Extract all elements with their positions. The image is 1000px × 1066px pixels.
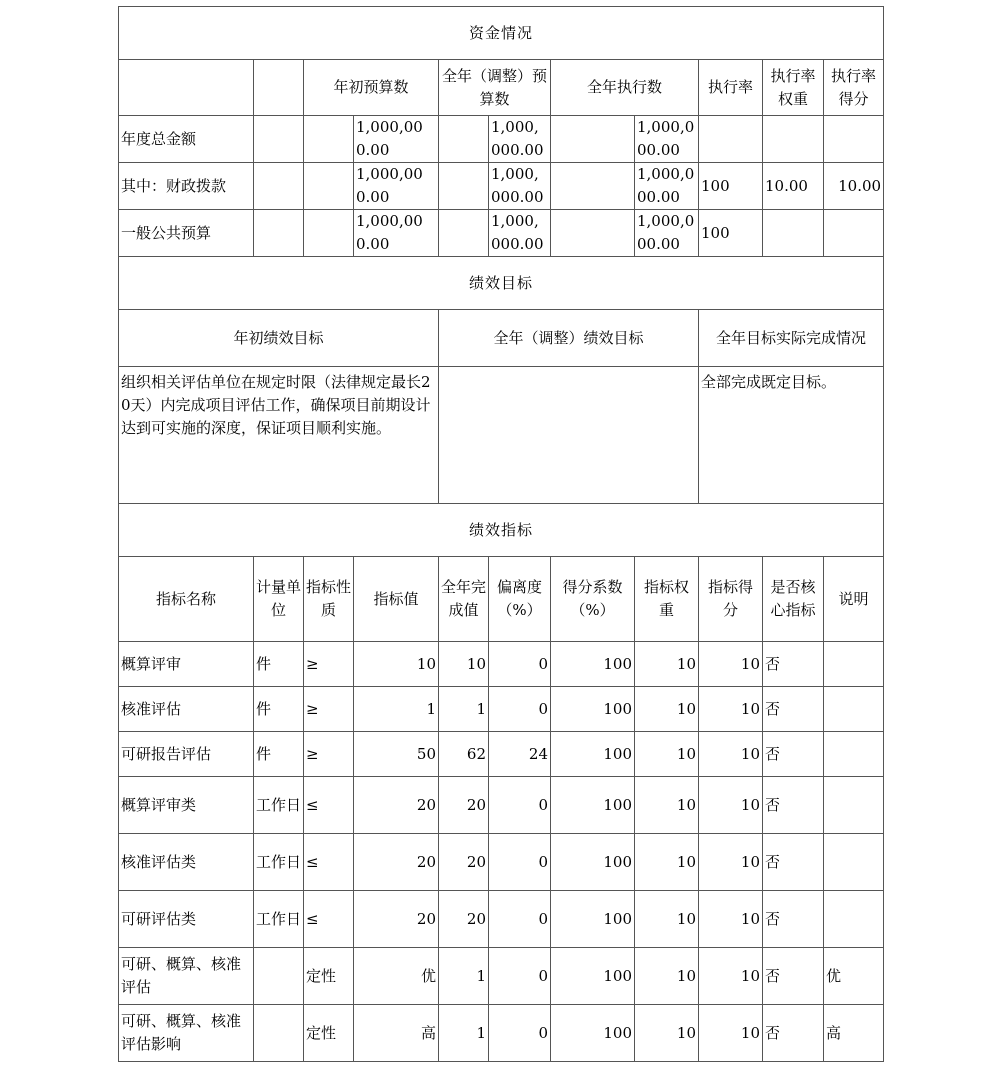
funds-header-empty (254, 60, 304, 116)
ind-header-weight: 指标权重 (635, 557, 699, 642)
indicator-core: 否 (763, 642, 824, 687)
funds-initial-value: 1,000,000.00 (354, 163, 439, 210)
funds-score-value (824, 210, 884, 257)
indicator-score: 10 (699, 777, 763, 834)
indicator-name: 可研、概算、核准评估 (119, 948, 254, 1005)
indicator-value: 1 (354, 687, 439, 732)
funds-header-executed: 全年执行数 (551, 60, 699, 116)
indicator-unit: 工作日 (254, 891, 304, 948)
indicator-coef: 100 (551, 834, 635, 891)
indicator-name: 核准评估 (119, 687, 254, 732)
indicator-coef: 100 (551, 732, 635, 777)
indicator-completed: 1 (439, 687, 489, 732)
goals-section-title: 绩效目标 (119, 257, 884, 310)
ind-header-coef: 得分系数（%） (551, 557, 635, 642)
table-row (119, 732, 884, 777)
indicator-core: 否 (763, 777, 824, 834)
indicator-unit: 件 (254, 642, 304, 687)
indicator-weight: 10 (635, 732, 699, 777)
funds-executed-value: 1,000,000.00 (635, 163, 699, 210)
goals-header-initial: 年初绩效目标 (119, 310, 439, 367)
indicator-rows (119, 642, 884, 1062)
funds-cell-empty (551, 210, 635, 257)
indicator-weight: 10 (635, 1005, 699, 1062)
indicator-completed: 20 (439, 777, 489, 834)
funds-row (119, 210, 884, 257)
indicator-nature: ≤ (304, 834, 354, 891)
funds-cell-empty (254, 210, 304, 257)
indicator-completed: 62 (439, 732, 489, 777)
funds-cell-empty (439, 116, 489, 163)
indicator-weight: 10 (635, 891, 699, 948)
ind-header-value: 指标值 (354, 557, 439, 642)
table-row (119, 948, 884, 1005)
funds-cell-empty (254, 116, 304, 163)
indicator-weight: 10 (635, 948, 699, 1005)
table-row (119, 777, 884, 834)
goals-header-actual: 全年目标实际完成情况 (699, 310, 884, 367)
funds-header-adjusted: 全年（调整）预算数 (439, 60, 551, 116)
indicator-completed: 20 (439, 891, 489, 948)
indicator-core: 否 (763, 1005, 824, 1062)
funds-rate-value: 100 (699, 163, 763, 210)
funds-weight-value (763, 116, 824, 163)
indicator-score: 10 (699, 834, 763, 891)
indicator-coef: 100 (551, 891, 635, 948)
indicator-completed: 1 (439, 948, 489, 1005)
indicator-note (824, 642, 884, 687)
funds-cell-empty (551, 116, 635, 163)
funds-executed-value: 1,000,000.00 (635, 116, 699, 163)
funds-initial-value: 1,000,000.00 (354, 210, 439, 257)
indicator-score: 10 (699, 642, 763, 687)
funds-rate-value: 100 (699, 210, 763, 257)
table-row (119, 642, 884, 687)
funds-adjusted-value: 1,000,000.00 (489, 210, 551, 257)
indicator-unit (254, 1005, 304, 1062)
indicator-weight: 10 (635, 687, 699, 732)
goals-adjusted-text (439, 367, 699, 504)
indicator-unit: 件 (254, 687, 304, 732)
indicator-note: 高 (824, 1005, 884, 1062)
ind-header-note: 说明 (824, 557, 884, 642)
indicator-nature: 定性 (304, 1005, 354, 1062)
funds-row-label: 一般公共预算 (119, 210, 254, 257)
indicator-core: 否 (763, 834, 824, 891)
funds-weight-value (763, 210, 824, 257)
indicator-deviation: 0 (489, 948, 551, 1005)
indicator-completed: 20 (439, 834, 489, 891)
indicator-nature: 定性 (304, 948, 354, 1005)
funds-cell-empty (551, 163, 635, 210)
funds-cell-empty (439, 210, 489, 257)
indicator-score: 10 (699, 687, 763, 732)
indicator-coef: 100 (551, 642, 635, 687)
funds-rows (119, 116, 884, 257)
funds-cell-empty (304, 163, 354, 210)
goals-actual-text: 全部完成既定目标。 (699, 367, 884, 504)
performance-report-sheet (118, 6, 883, 1061)
indicator-name: 概算评审 (119, 642, 254, 687)
funds-adjusted-value: 1,000,000.00 (489, 163, 551, 210)
funds-cell-empty (254, 163, 304, 210)
indicator-core: 否 (763, 891, 824, 948)
indicator-nature: ≤ (304, 891, 354, 948)
table-row (119, 891, 884, 948)
indicator-deviation: 24 (489, 732, 551, 777)
indicator-score: 10 (699, 732, 763, 777)
indicator-deviation: 0 (489, 687, 551, 732)
indicator-weight: 10 (635, 834, 699, 891)
funds-executed-value: 1,000,000.00 (635, 210, 699, 257)
indicator-value: 20 (354, 777, 439, 834)
indicator-nature: ≥ (304, 642, 354, 687)
indicator-coef: 100 (551, 1005, 635, 1062)
funds-header-score: 执行率得分 (824, 60, 884, 116)
ind-header-unit: 计量单位 (254, 557, 304, 642)
indicator-nature: ≥ (304, 732, 354, 777)
funds-rate-value (699, 116, 763, 163)
ind-header-deviation: 偏离度（%） (489, 557, 551, 642)
indicator-unit: 工作日 (254, 777, 304, 834)
indicator-note (824, 687, 884, 732)
funds-score-value (824, 116, 884, 163)
indicator-deviation: 0 (489, 777, 551, 834)
table-row (119, 1005, 884, 1062)
performance-table (118, 6, 884, 1062)
funds-score-value: 10.00 (824, 163, 884, 210)
indicator-weight: 10 (635, 777, 699, 834)
indicator-value: 20 (354, 891, 439, 948)
ind-header-score: 指标得分 (699, 557, 763, 642)
funds-cell-empty (304, 116, 354, 163)
indicator-core: 否 (763, 732, 824, 777)
indicator-score: 10 (699, 948, 763, 1005)
indicator-name: 可研、概算、核准评估影响 (119, 1005, 254, 1062)
ind-header-name: 指标名称 (119, 557, 254, 642)
indicator-name: 可研评估类 (119, 891, 254, 948)
indicator-core: 否 (763, 687, 824, 732)
indicator-unit: 件 (254, 732, 304, 777)
indicator-coef: 100 (551, 687, 635, 732)
indicator-value: 50 (354, 732, 439, 777)
indicator-completed: 1 (439, 1005, 489, 1062)
indicator-value: 高 (354, 1005, 439, 1062)
funds-cell-empty (304, 210, 354, 257)
goals-initial-text: 组织相关评估单位在规定时限（法律规定最长20天）内完成项目评估工作，确保项目前期设计达到可实施的深度，保证项目顺利实施。 (119, 367, 439, 504)
indicator-value: 20 (354, 834, 439, 891)
indicator-weight: 10 (635, 642, 699, 687)
funds-row (119, 163, 884, 210)
indicator-unit (254, 948, 304, 1005)
ind-header-core: 是否核心指标 (763, 557, 824, 642)
indicator-score: 10 (699, 891, 763, 948)
indicator-deviation: 0 (489, 642, 551, 687)
funds-header-rate: 执行率 (699, 60, 763, 116)
funds-row (119, 116, 884, 163)
indicator-name: 可研报告评估 (119, 732, 254, 777)
indicator-score: 10 (699, 1005, 763, 1062)
funds-initial-value: 1,000,000.00 (354, 116, 439, 163)
ind-header-completed: 全年完成值 (439, 557, 489, 642)
indicator-unit: 工作日 (254, 834, 304, 891)
indicator-deviation: 0 (489, 891, 551, 948)
table-row (119, 834, 884, 891)
indicator-nature: ≥ (304, 687, 354, 732)
indicator-deviation: 0 (489, 834, 551, 891)
indicator-note (824, 834, 884, 891)
indicator-nature: ≤ (304, 777, 354, 834)
indicator-name: 概算评审类 (119, 777, 254, 834)
funds-weight-value: 10.00 (763, 163, 824, 210)
funds-header-initial: 年初预算数 (304, 60, 439, 116)
indicator-completed: 10 (439, 642, 489, 687)
table-row (119, 687, 884, 732)
indicator-value: 优 (354, 948, 439, 1005)
indicator-note (824, 891, 884, 948)
indicator-deviation: 0 (489, 1005, 551, 1062)
funds-section-title: 资金情况 (119, 7, 884, 60)
funds-row-label: 年度总金额 (119, 116, 254, 163)
indicator-coef: 100 (551, 777, 635, 834)
funds-header-empty (119, 60, 254, 116)
funds-adjusted-value: 1,000,000.00 (489, 116, 551, 163)
indicator-coef: 100 (551, 948, 635, 1005)
goals-header-adjusted: 全年（调整）绩效目标 (439, 310, 699, 367)
funds-header-weight: 执行率权重 (763, 60, 824, 116)
indicators-section-title: 绩效指标 (119, 504, 884, 557)
funds-cell-empty (439, 163, 489, 210)
indicator-core: 否 (763, 948, 824, 1005)
indicator-note: 优 (824, 948, 884, 1005)
indicator-note (824, 777, 884, 834)
ind-header-nature: 指标性质 (304, 557, 354, 642)
indicator-name: 核准评估类 (119, 834, 254, 891)
indicator-note (824, 732, 884, 777)
funds-row-label: 其中：财政拨款 (119, 163, 254, 210)
indicator-value: 10 (354, 642, 439, 687)
